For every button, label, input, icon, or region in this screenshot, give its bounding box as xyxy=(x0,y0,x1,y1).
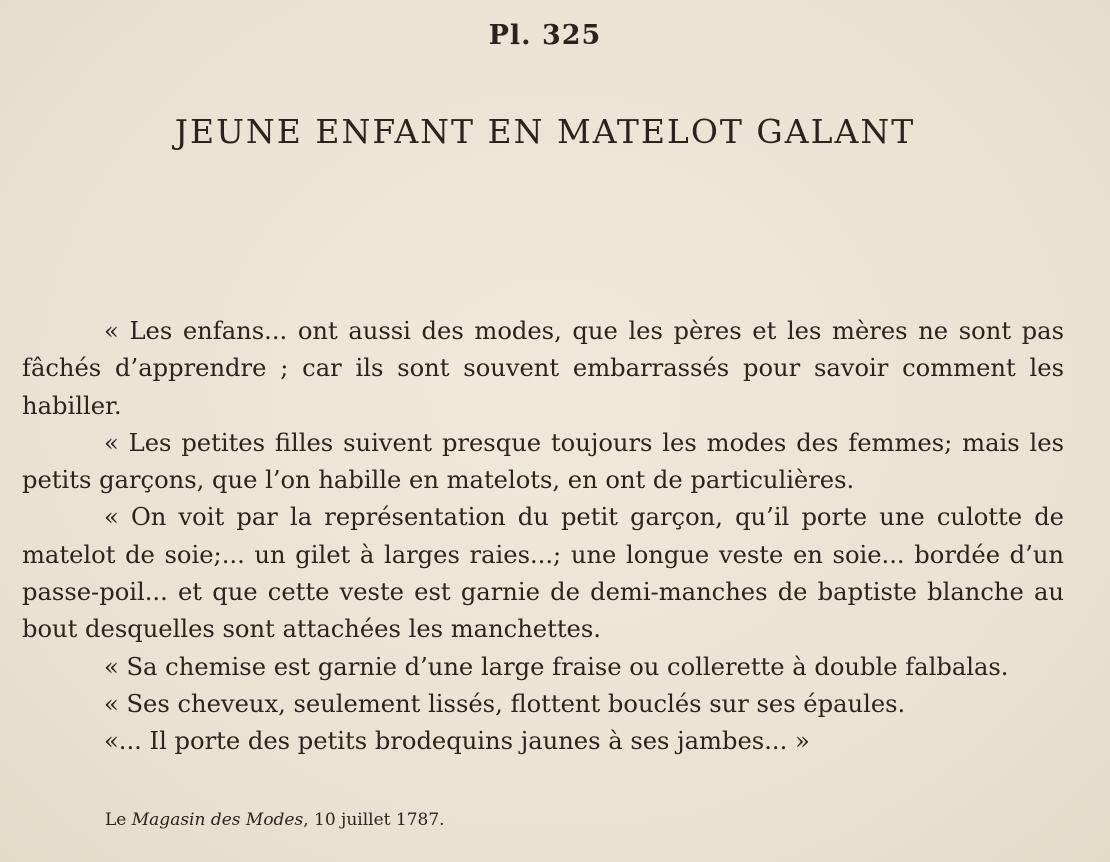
citation-prefix: Le xyxy=(105,810,132,830)
paragraph-2: « Les petites filles suivent presque toujours les modes des femmes; mais les petits garçons, que l’on habille en matelots, en ont de particulières. xyxy=(22,428,1064,495)
plate-number: Pl. 325 xyxy=(488,20,602,51)
paragraph-6: «... Il porte des petits brodequins jaunes à ses jambes... » xyxy=(104,727,810,756)
citation-source-title: Magasin des Modes xyxy=(131,810,304,830)
page-title: JEUNE ENFANT EN MATELOT GALANT xyxy=(174,112,916,151)
citation-date: , 10 juillet 1787. xyxy=(303,810,445,830)
paragraph-1: « Les enfans... ont aussi des modes, que les pères et les mères ne sont pas fâchés d’apprendre ; car ils sont souvent embarrassés pour savoir comment les habiller. xyxy=(22,317,1064,420)
paragraph-4: « Sa chemise est garnie d’une large fraise ou collerette à double falbalas. xyxy=(104,652,1009,681)
source-citation xyxy=(105,810,445,830)
quotation-body xyxy=(22,313,1064,761)
paragraph-3: « On voit par la représentation du petit garçon, qu’il porte une culotte de matelot de soie;... un gilet à larges raies...; une longue veste en soie... bordée d’un passe-poil... et que cette veste est garnie de demi-manches de baptiste blanche au bout desquelles sont attachées les manchettes. xyxy=(22,503,1064,644)
paragraph-5: « Ses cheveux, seulement lissés, flottent bouclés sur ses épaules. xyxy=(104,689,906,718)
